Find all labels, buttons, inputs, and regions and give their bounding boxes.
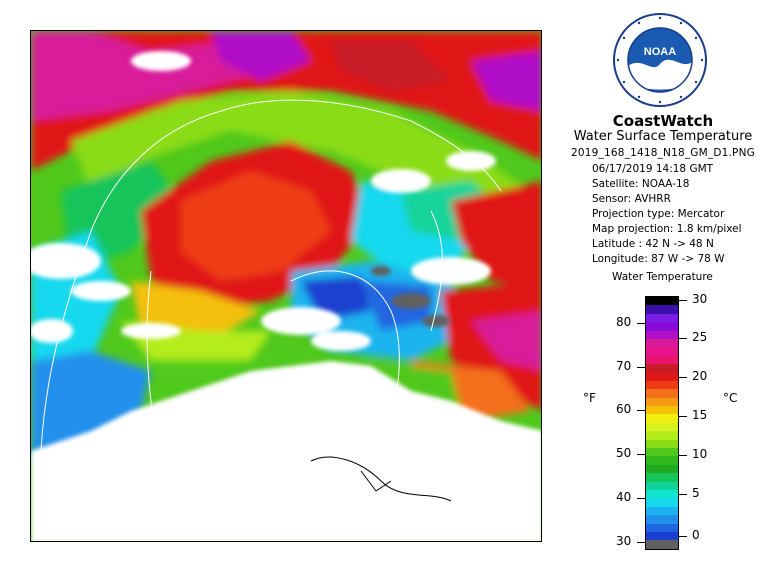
f-tick-70: 70: [616, 359, 632, 373]
color-scale-segment: [646, 331, 678, 339]
color-scale-segment: [646, 406, 678, 414]
color-scale-segment: [646, 515, 678, 523]
color-scale-segment: [646, 322, 678, 330]
c-tick-15: 15: [692, 408, 708, 422]
color-scale-segment: [646, 389, 678, 397]
color-scale-bar: [645, 296, 679, 550]
color-scale-segment: [646, 507, 678, 515]
color-scale-segment: [646, 431, 678, 439]
c-tick-0: 0: [692, 528, 700, 542]
color-scale-segment: [646, 423, 678, 431]
color-scale-segment: [646, 456, 678, 464]
meta-latitude: Latitude : 42 N -> 48 N: [592, 238, 714, 250]
meta-map-projection: Map projection: 1.8 km/pixel: [592, 223, 742, 235]
filename: 2019_168_1418_N18_GM_D1.PNG: [571, 147, 755, 159]
c-tick-20: 20: [692, 369, 708, 383]
f-tick-30: 30: [616, 534, 632, 548]
meta-satellite: Satellite: NOAA-18: [592, 178, 690, 190]
logo-text: NOAA: [643, 46, 677, 58]
color-scale-segment: [646, 339, 678, 347]
color-scale-segment: [646, 465, 678, 473]
color-scale-segment: [646, 364, 678, 372]
f-tick-60: 60: [616, 402, 632, 416]
f-tick-40: 40: [616, 490, 632, 504]
color-scale-segment: [646, 498, 678, 506]
noaa-logo: [612, 12, 708, 108]
color-scale-segment: [646, 482, 678, 490]
scale-title: Water Temperature: [612, 271, 713, 283]
color-scale-segment: [646, 524, 678, 532]
meta-projection-type: Projection type: Mercator: [592, 208, 725, 220]
subtitle: Water Surface Temperature: [573, 129, 753, 144]
color-scale-segment: [646, 473, 678, 481]
color-scale-segment: [646, 448, 678, 456]
c-tick-30: 30: [692, 292, 708, 306]
f-tick-50: 50: [616, 446, 632, 460]
sst-map-image: [31, 31, 542, 542]
color-scale-segment: [646, 398, 678, 406]
color-scale-segment: [646, 532, 678, 540]
satellite-sst-map: [30, 30, 542, 542]
unit-fahrenheit: °F: [583, 391, 596, 405]
color-scale-segment: [646, 540, 678, 548]
c-tick-5: 5: [692, 486, 700, 500]
color-scale-segment: [646, 373, 678, 381]
color-scale-segment: [646, 381, 678, 389]
title: CoastWatch: [612, 112, 714, 130]
c-tick-10: 10: [692, 447, 708, 461]
unit-celsius: °C: [723, 391, 738, 405]
color-scale-segment: [646, 414, 678, 422]
meta-longitude: Longitude: 87 W -> 78 W: [592, 253, 725, 265]
c-tick-25: 25: [692, 330, 708, 344]
meta-sensor: Sensor: AVHRR: [592, 193, 671, 205]
color-scale-segment: [646, 356, 678, 364]
color-scale-segment: [646, 297, 678, 305]
meta-datetime: 06/17/2019 14:18 GMT: [592, 163, 714, 175]
color-scale-segment: [646, 314, 678, 322]
color-scale-segment: [646, 347, 678, 355]
color-scale-segment: [646, 490, 678, 498]
f-tick-80: 80: [616, 315, 632, 329]
color-scale-segment: [646, 440, 678, 448]
color-scale-segment: [646, 305, 678, 313]
